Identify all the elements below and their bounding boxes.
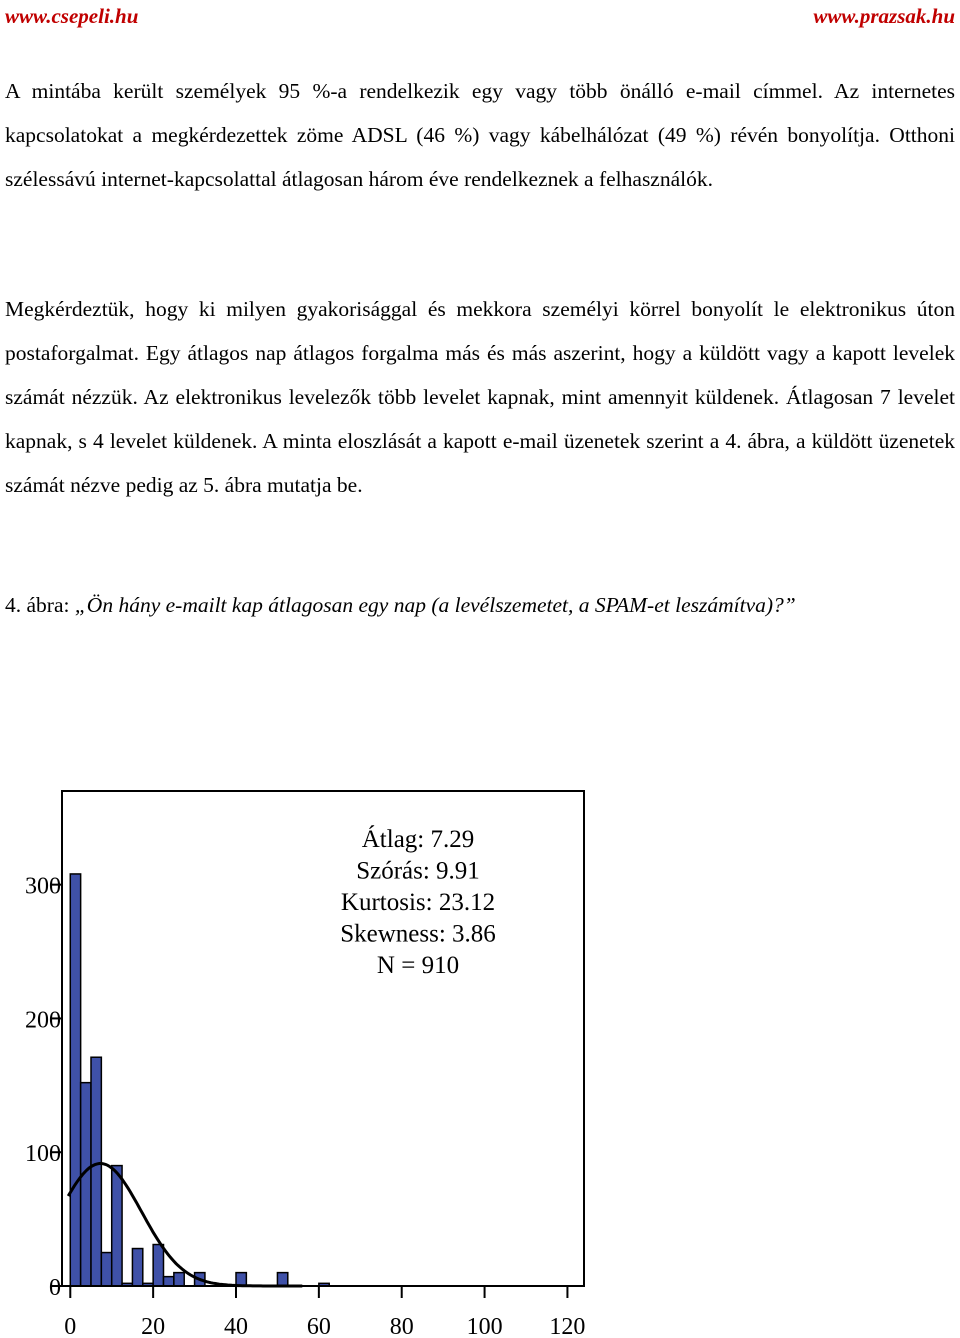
paragraph-email-traffic: Megkérdeztük, hogy ki milyen gyakorisággal és mekkora személyi körrel bonyolít le elektronikus úton postaforgalmat. Egy átlagos nap átlagos forgalma más és más aszerint, hogy a küldött vagy a kapott levelek számát nézzük. Az elektronikus levelezők több levelet kapnak, mint amennyit küldenek. Átlagosan 7 levelet kapnak, s 4 levelet küldenek. A minta eloszlását a kapott e-mail üzenetek szerint a 4. ábra, a küldött üzenetek számát nézve pedig az 5. ábra mutatja be. bbox=[5, 297, 955, 497]
paragraph-email-ownership: A mintába került személyek 95 %-a rendelkezik egy vagy több önálló e-mail címmel. Az internetes kapcsolatokat a megkérdezettek zöme ADSL (46 %) vagy kábelhálózat (49 %) révén bonyolítja. Otthoni szélessávú internet-kapcsolattal átlagosan három éve rendelkeznek a felhasználók. bbox=[5, 79, 955, 191]
x-tick-label: 80 bbox=[389, 1314, 414, 1338]
y-tick-label: 0 bbox=[49, 1275, 61, 1301]
x-tick-label: 0 bbox=[64, 1314, 77, 1338]
histogram-bar bbox=[81, 1083, 91, 1286]
header-link-csepeli[interactable]: www.csepeli.hu bbox=[5, 4, 139, 28]
figure-caption-label: 4. ábra: bbox=[5, 593, 75, 617]
histogram-chart bbox=[0, 760, 960, 1338]
stats-line: Szórás: 9.91 bbox=[356, 857, 480, 885]
y-tick-label: 200 bbox=[25, 1007, 61, 1034]
histogram-bar bbox=[112, 1166, 122, 1286]
y-tick-label: 100 bbox=[25, 1141, 61, 1168]
histogram-bar bbox=[277, 1273, 287, 1286]
histogram-bar bbox=[164, 1277, 174, 1286]
figure-caption-question: „Ön hány e-mailt kap átlagosan egy nap (a levélszemetet, a SPAM-et leszámítva)?” bbox=[74, 593, 796, 617]
stats-line: N = 910 bbox=[376, 952, 460, 979]
x-axis bbox=[64, 1286, 585, 1338]
x-tick-label: 20 bbox=[141, 1314, 166, 1338]
histogram-bar bbox=[91, 1057, 101, 1286]
x-tick-label: 60 bbox=[306, 1314, 331, 1338]
histogram-bar bbox=[132, 1249, 142, 1286]
stats-line: Kurtosis: 23.12 bbox=[340, 889, 496, 916]
histogram-bar bbox=[174, 1273, 184, 1286]
histogram-bar bbox=[70, 874, 80, 1286]
histogram-bar bbox=[101, 1253, 111, 1286]
x-tick-label: 40 bbox=[224, 1314, 248, 1338]
histogram-bar bbox=[236, 1273, 246, 1286]
x-tick-label: 120 bbox=[549, 1314, 586, 1338]
x-tick-label: 100 bbox=[466, 1314, 503, 1338]
stats-box bbox=[340, 825, 496, 979]
stats-line: Skewness: 3.86 bbox=[340, 920, 496, 948]
histogram-bars bbox=[70, 874, 329, 1286]
y-tick-label: 300 bbox=[25, 873, 61, 900]
histogram-bar bbox=[153, 1245, 163, 1286]
figure-caption bbox=[5, 593, 796, 618]
y-axis bbox=[25, 874, 62, 1301]
stats-line: Átlag: 7.29 bbox=[361, 826, 475, 853]
header-link-prazsak[interactable]: www.prazsak.hu bbox=[813, 4, 955, 28]
